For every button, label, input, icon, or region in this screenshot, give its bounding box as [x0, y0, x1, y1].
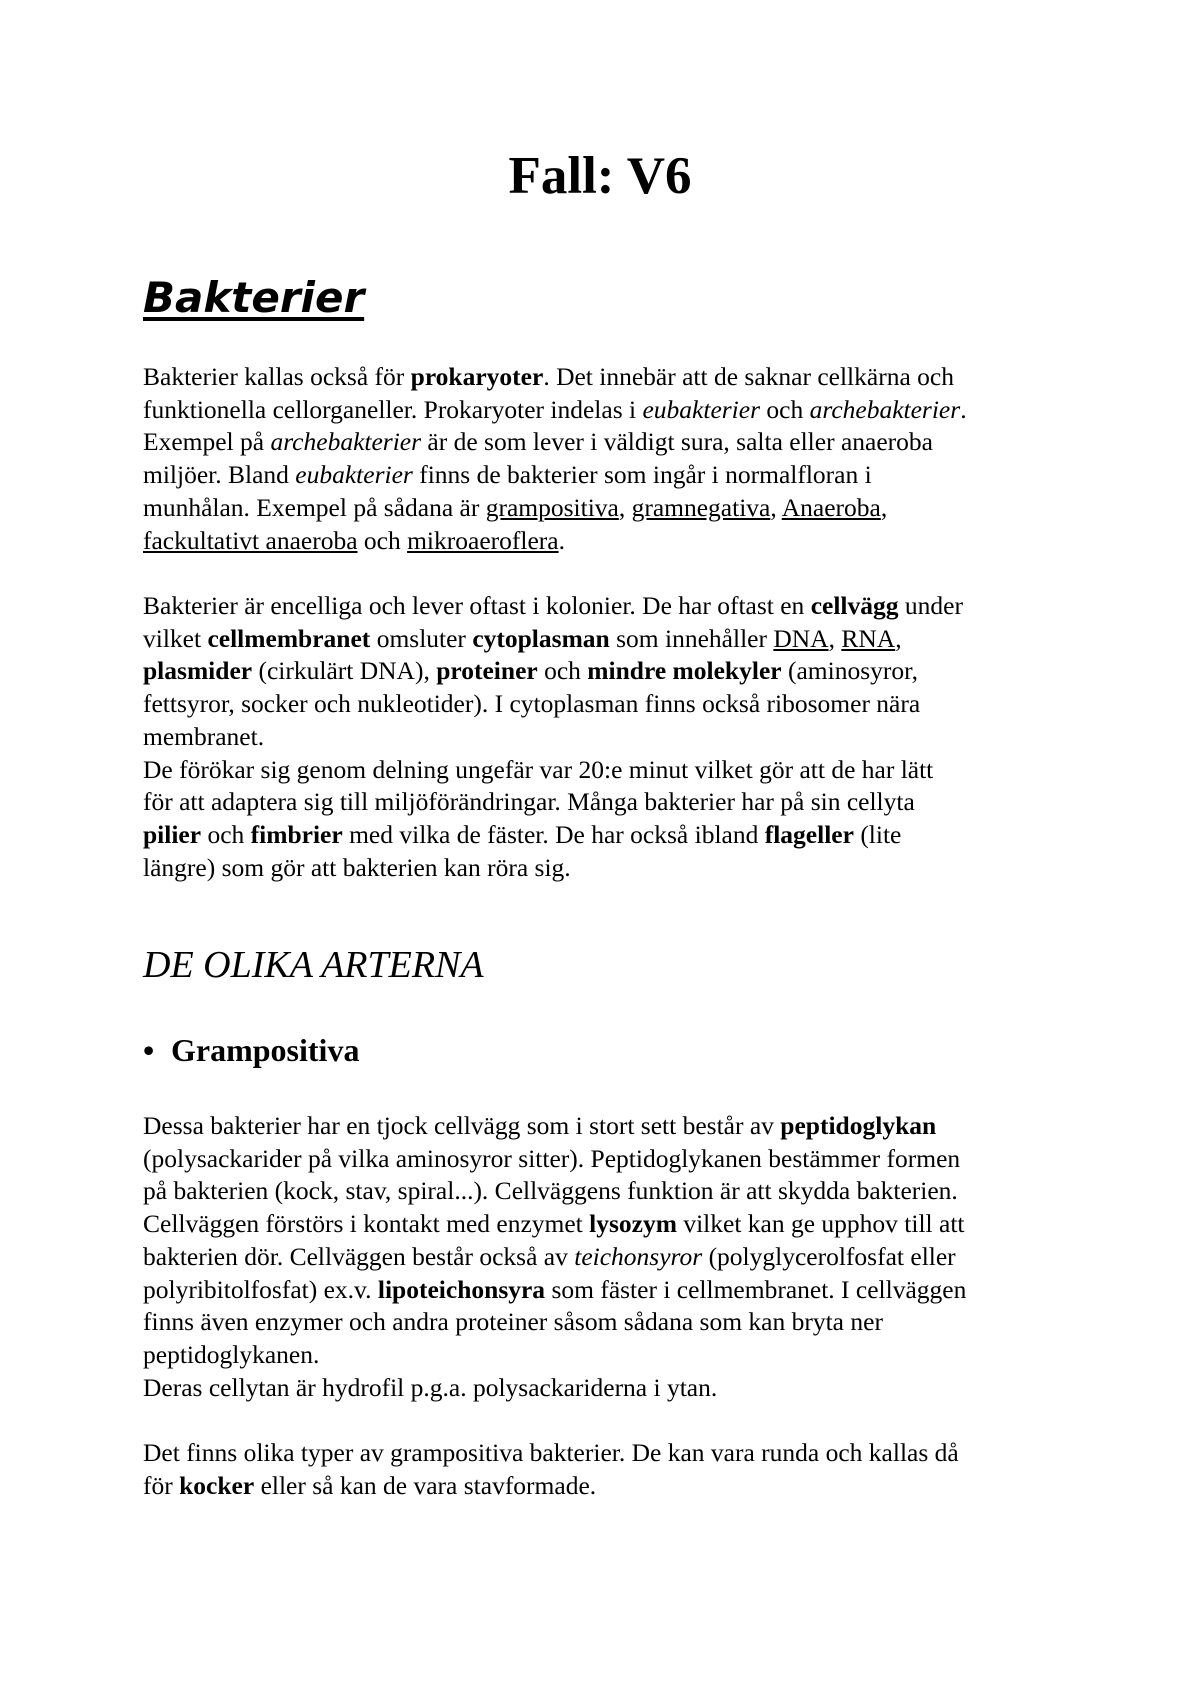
bold-term: pilier [143, 819, 202, 849]
bold-term: proteiner [436, 656, 538, 686]
text-run: membranet. [143, 721, 265, 751]
text-run: för att adaptera sig till miljöförändringar. Många bakterier har på sin cellyta [143, 787, 915, 817]
text-line [143, 1306, 1083, 1339]
text-run: längre) som gör att bakterien kan röra sig. [143, 852, 571, 882]
text-run: är de som lever i väldigt sura, salta eller anaeroba [421, 427, 933, 457]
text-run: och [537, 656, 588, 686]
bold-term: cellmembranet [207, 623, 371, 653]
text-run: Exempel på [143, 427, 271, 457]
text-line [143, 1437, 1083, 1470]
text-run: omsluter [370, 623, 473, 653]
heading-bakterier: Bakterier [143, 273, 365, 322]
bold-term: lysozym [589, 1209, 677, 1239]
heading-de-olika-arterna: DE OLIKA ARTERNA [143, 944, 484, 986]
underlined-term: mikroaeroflera [407, 525, 559, 555]
text-run: (cirkulärt DNA), [252, 656, 437, 686]
text-line [143, 1208, 1083, 1241]
text-run: , [770, 492, 782, 522]
bold-term: prokaryoter [410, 362, 544, 391]
text-run: vilket kan ge upphov till att [676, 1209, 965, 1239]
text-run: munhålan. Exempel på sådana är [143, 492, 486, 522]
bold-term: fimbrier [250, 819, 343, 849]
text-run: bakterien dör. Cellväggen består också av [143, 1241, 575, 1271]
text-run: peptidoglykanen. [143, 1339, 320, 1369]
bold-term: plasmider [143, 656, 253, 686]
bold-term: peptidoglykan [780, 1111, 937, 1140]
text-line [143, 721, 1083, 754]
text-run: Dessa bakterier har en tjock cellvägg som i stort sett består av [143, 1111, 781, 1140]
text-line [143, 1470, 1083, 1503]
text-line [143, 852, 1083, 885]
underlined-term: gramnegativa [631, 492, 771, 522]
text-run: under [898, 591, 963, 620]
text-run: och [357, 525, 408, 555]
text-line [143, 1241, 1083, 1274]
text-run: . Det innebär att de saknar cellkärna och [543, 362, 954, 391]
text-run: på bakterien (kock, stav, spiral...). Cellväggens funktion är att skydda bakterien. [143, 1176, 958, 1206]
text-run: Deras cellytan är hydrofil p.g.a. polysackariderna i ytan. [143, 1372, 718, 1402]
text-run: , [880, 492, 888, 522]
text-line [143, 1339, 1083, 1372]
text-run: finns de bakterier som ingår i normalfloran i [412, 460, 872, 490]
heading-grampositiva-label: Grampositiva [171, 1032, 360, 1068]
bold-term: lipoteichonsyra [377, 1274, 546, 1304]
text-line [143, 1143, 1083, 1176]
text-line [143, 1175, 1083, 1208]
text-run: eller så kan de vara stavformade. [254, 1470, 597, 1500]
text-line [143, 1372, 1083, 1405]
text-run: (polysackarider på vilka aminosyror sitter). Peptidoglykanen bestämmer formen [143, 1143, 961, 1173]
bold-term: cellvägg [810, 591, 899, 620]
text-run: för [143, 1470, 180, 1500]
paragraph-types [143, 1437, 1083, 1502]
text-run: som innehåller [609, 623, 774, 653]
bold-term: mindre molekyler [587, 656, 782, 686]
text-line [143, 361, 1083, 394]
text-run: Det finns olika typer av grampositiva bakterier. De kan vara runda och kallas då [143, 1438, 959, 1467]
text-run: , [828, 623, 842, 653]
text-run: . [558, 525, 565, 555]
text-run: vilket [143, 623, 208, 653]
text-run: , [618, 492, 632, 522]
heading-grampositiva [143, 1028, 359, 1072]
text-line [143, 525, 1083, 558]
text-line [143, 1110, 1083, 1143]
text-run: (lite [853, 819, 902, 849]
paragraph-grampositiva [143, 1110, 1083, 1404]
text-run: och [760, 394, 810, 424]
text-run: polyribitolfosfat) ex.v. [143, 1274, 378, 1304]
text-run: miljöer. Bland [143, 460, 296, 490]
bullet-icon: • [143, 1032, 155, 1068]
text-line [143, 1274, 1083, 1307]
text-run: Bakterier är encelliga och lever oftast i kolonier. De har oftast en [143, 591, 811, 620]
text-run: finns även enzymer och andra proteiner såsom sådana som kan bryta ner [143, 1307, 883, 1337]
document-title: Fall: V6 [508, 147, 692, 205]
text-line [143, 655, 1083, 688]
text-run: som fäster i cellmembranet. I cellväggen [545, 1274, 967, 1304]
text-run: med vilka de fäster. De har också ibland [342, 819, 765, 849]
text-line [143, 492, 1083, 525]
text-run: , [895, 623, 902, 653]
underlined-term: fackultativt anaeroba [143, 525, 358, 555]
text-run: . [960, 394, 967, 424]
text-run: fettsyror, socker och nukleotider). I cytoplasman finns också ribosomer nära [143, 689, 921, 719]
text-run: Bakterier kallas också för [143, 362, 411, 391]
underlined-term: Anaeroba [781, 492, 881, 522]
text-line [143, 590, 1083, 623]
paragraph-structure [143, 590, 1083, 884]
italic-term: eubakterier [295, 460, 413, 490]
text-line [143, 394, 1083, 427]
bold-term: kocker [179, 1470, 255, 1500]
text-run: De förökar sig genom delning ungefär var 20:e minut vilket gör att de har lätt [143, 754, 934, 784]
text-line [143, 688, 1083, 721]
text-line [143, 426, 1083, 459]
text-line [143, 623, 1083, 656]
underlined-term: RNA [841, 623, 896, 653]
paragraph-intro [143, 361, 1083, 557]
text-run: (polyglycerolfosfat eller [702, 1241, 956, 1271]
italic-term: teichonsyror [574, 1241, 703, 1271]
italic-term: archebakterier [270, 427, 422, 457]
text-line [143, 786, 1083, 819]
text-run: Cellväggen förstörs i kontakt med enzymet [143, 1209, 590, 1239]
underlined-term: grampositiva [485, 492, 619, 522]
text-run: funktionella cellorganeller. Prokaryoter indelas i [143, 394, 643, 424]
bold-term: cytoplasman [472, 623, 610, 653]
text-run: (aminosyror, [781, 656, 918, 686]
text-run: och [201, 819, 251, 849]
bold-term: flageller [764, 819, 854, 849]
text-line [143, 754, 1083, 787]
italic-term: archebakterier [809, 394, 961, 424]
italic-term: eubakterier [642, 394, 761, 424]
text-line [143, 459, 1083, 492]
text-line [143, 819, 1083, 852]
underlined-term: DNA [773, 623, 829, 653]
